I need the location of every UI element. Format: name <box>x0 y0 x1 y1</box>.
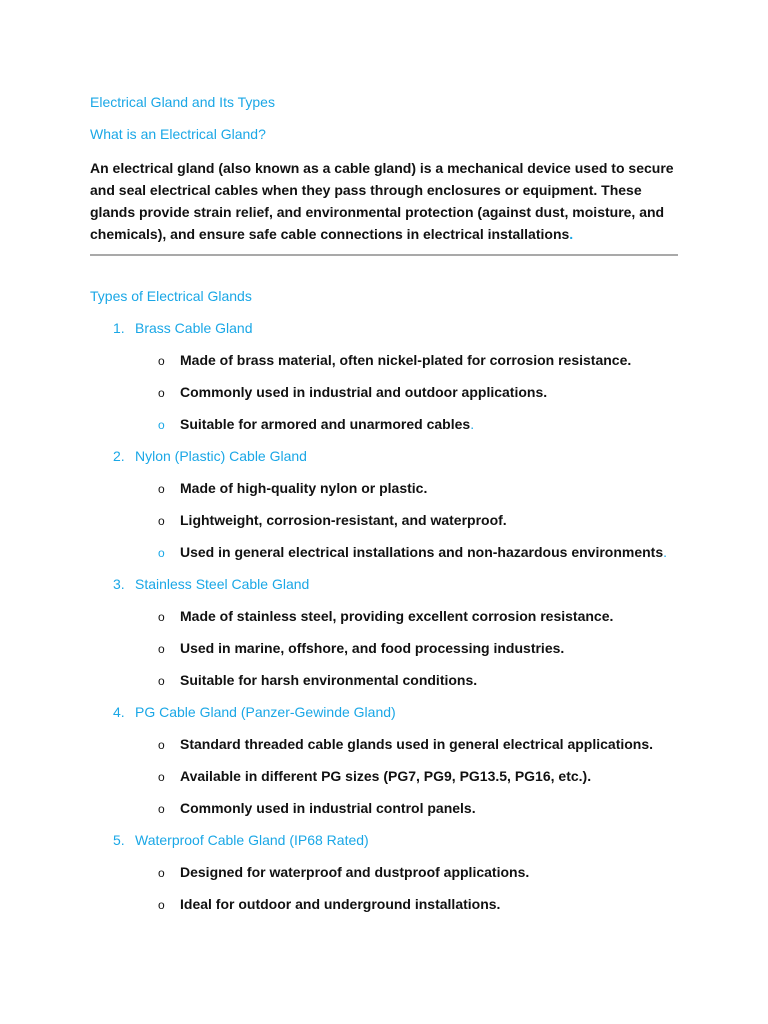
bullet-text: Suitable for harsh environmental conditions. <box>180 672 478 688</box>
type-heading <box>113 575 309 593</box>
intro-text: An electrical gland (also known as a cable gland) is a mechanical device used to secure and seal electrical cables when they pass through enclosures or equipment. These glands provide strain relief, and environmental protection (against dust, moisture, and chemicals), and ensure safe cable connections in electrical installations <box>90 160 674 242</box>
bullet-end-dot: . <box>663 544 668 560</box>
bullet-marker: o <box>158 738 165 752</box>
type-heading <box>113 703 396 721</box>
bullet-item <box>158 671 477 690</box>
type-name: Nylon (Plastic) Cable Gland <box>135 448 307 464</box>
bullet-marker: o <box>158 354 165 368</box>
bullet-marker: o <box>158 674 165 688</box>
type-name: Stainless Steel Cable Gland <box>135 576 310 592</box>
section-heading-types: Types of Electrical Glands <box>90 288 252 304</box>
intro-end-dot: . <box>569 226 574 242</box>
section-heading-what-is: What is an Electrical Gland? <box>90 126 266 142</box>
type-number: 2. <box>113 448 125 464</box>
type-name: Waterproof Cable Gland (IP68 Rated) <box>135 832 369 848</box>
bullet-text: Available in different PG sizes (PG7, PG9, PG13.5, PG16, etc.). <box>180 768 592 784</box>
bullet-text: Suitable for armored and unarmored cables <box>180 416 471 432</box>
bullet-item <box>158 383 547 402</box>
type-number: 4. <box>113 704 125 720</box>
bullet-marker: o <box>158 898 165 912</box>
bullet-marker: o <box>158 386 165 400</box>
type-number: 1. <box>113 320 125 336</box>
bullet-end-dot: . <box>470 416 475 432</box>
bullet-item <box>158 511 507 530</box>
bullet-item <box>158 639 564 658</box>
type-number: 3. <box>113 576 125 592</box>
bullet-text: Commonly used in industrial and outdoor applications. <box>180 384 548 400</box>
bullet-marker: o <box>158 418 165 432</box>
bullet-item <box>158 895 500 914</box>
type-name: Brass Cable Gland <box>135 320 253 336</box>
bullet-text: Standard threaded cable glands used in general electrical applications. <box>180 736 654 752</box>
bullet-marker: o <box>158 482 165 496</box>
bullet-item <box>158 351 631 370</box>
type-heading <box>113 319 253 337</box>
bullet-marker: o <box>158 546 165 560</box>
bullet-text: Made of stainless steel, providing excellent corrosion resistance. <box>180 608 614 624</box>
horizontal-divider <box>90 254 678 256</box>
bullet-item <box>158 799 476 818</box>
bullet-marker: o <box>158 514 165 528</box>
type-name: PG Cable Gland (Panzer-Gewinde Gland) <box>135 704 396 720</box>
bullet-item <box>158 479 427 498</box>
bullet-marker: o <box>158 770 165 784</box>
bullet-text: Designed for waterproof and dustproof applications. <box>180 864 530 880</box>
bullet-item <box>158 543 667 562</box>
bullet-item <box>158 735 653 754</box>
bullet-text: Used in marine, offshore, and food processing industries. <box>180 640 565 656</box>
type-number: 5. <box>113 832 125 848</box>
type-heading <box>113 831 369 849</box>
bullet-marker: o <box>158 610 165 624</box>
bullet-text: Ideal for outdoor and underground installations. <box>180 896 501 912</box>
bullet-text: Commonly used in industrial control panels. <box>180 800 476 816</box>
intro-paragraph <box>90 157 690 245</box>
bullet-marker: o <box>158 866 165 880</box>
bullet-marker: o <box>158 642 165 656</box>
document-title: Electrical Gland and Its Types <box>90 94 275 110</box>
bullet-item <box>158 415 474 434</box>
bullet-text: Made of brass material, often nickel-plated for corrosion resistance. <box>180 352 632 368</box>
bullet-marker: o <box>158 802 165 816</box>
bullet-item <box>158 607 613 626</box>
bullet-item <box>158 767 591 786</box>
type-heading <box>113 447 307 465</box>
bullet-item <box>158 863 529 882</box>
bullet-text: Used in general electrical installations and non-hazardous environments <box>180 544 664 560</box>
bullet-text: Made of high-quality nylon or plastic. <box>180 480 428 496</box>
bullet-text: Lightweight, corrosion-resistant, and waterproof. <box>180 512 507 528</box>
